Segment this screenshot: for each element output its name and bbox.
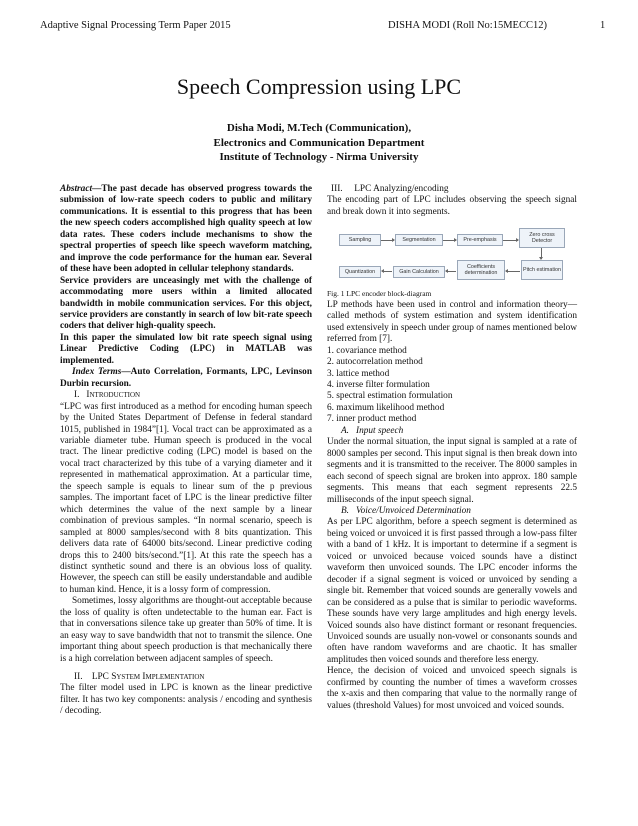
subsection-number: B. — [341, 505, 350, 516]
abstract-paragraph-2: Service providers are unceasingly met with the challenge of accommodating more users within a limited allocated bandwidth in mobile communication services. For this object, service providers are constantly in search of low bit-rate speech coders that deliver high-quality speech. — [60, 275, 312, 332]
section-number: III. — [331, 184, 343, 194]
index-terms-text: —Auto Correlation, Formants, LPC, Levinson Durbin recursion. — [60, 367, 312, 389]
section-number: II. — [74, 672, 83, 683]
arrow — [446, 271, 456, 272]
running-header-left: Adaptive Signal Processing Term Paper 2015 — [40, 20, 231, 31]
subsection-heading-input-speech — [327, 426, 577, 437]
section-title: Introduction — [86, 390, 141, 401]
intro-paragraph-2: Sometimes, lossy algorithms are thought-out acceptable because the loss of quality is often undetectable to the human ear. Fact is that in conversations silence take up greater than 50% of time. It is an easy way to save bandwidth that not to transmit the silence. One important thing about speech production is that mechanically there is a high correlation between adjacent samples of speech. — [60, 596, 312, 664]
subsection-title: Voice/Unvoiced Determination — [356, 505, 471, 516]
block-coefficients-determination: Coefficients determination — [457, 260, 505, 280]
section-number: I. — [74, 390, 80, 401]
encoding-paragraph: The encoding part of LPC includes observing the speech signal and break down it into segments. — [327, 195, 577, 217]
list-item: 7. inner product method — [327, 414, 417, 425]
paper-title: Speech Compression using LPC — [176, 74, 462, 99]
methods-paragraph: LP methods have been used in control and information theory—called methods of system estimation and system identification used extensively in speech under group of names mentioned below referred from [7]. — [327, 299, 577, 345]
methods-list — [327, 346, 577, 426]
page-number: 1 — [600, 20, 606, 31]
block-gain-calculation: Gain Calculation — [393, 266, 445, 278]
abstract-text: —The past decade has observed progress towards the submission of low-rate speech coders to public and military communications. It is essential to this progress that has been the new speech coders accomplished high quality speech at low data rates. These coders include mechanisms to show the spectral properties of speech like speech waveform matching, and improve the code performance for the human ear. Several of these have been adopted in cellular telephony standards. — [60, 184, 312, 275]
voiced-unvoiced-paragraph-1: As per LPC algorithm, before a speech segment is determined as being voiced or unvoiced it is first passed through a low-pass filter with a band of 1 kHz. It is important to determine if a segment is voiced or unvoiced because voiced sounds have a distinct waveform then unvoiced sounds. The LPC encoder informs the decoder if a signal segment is voiced or unvoiced by sending a single bit. Remember that voiced sounds are generally vowels and can be considered as a pulse that is similar to periodic waveforms. These sounds have very large amplitudes and high energy levels. Voiced sounds also have distinct formant or resonant frequencies. Unvoiced sounds are usually non-vowel or consonants sounds and often have random waveforms and are chaotic. It has smaller amplitudes then voiced sounds and therefore less energy. — [327, 517, 577, 665]
arrow — [503, 240, 518, 241]
block-segmentation: Segmentation — [395, 234, 443, 246]
list-item: 1. covariance method — [327, 345, 407, 356]
author-department: Electronics and Communication Department — [213, 137, 425, 149]
section-title: LPC System Implementation — [91, 672, 205, 683]
block-pre-emphasis: Pre-emphasis — [457, 234, 503, 246]
arrow — [443, 240, 456, 241]
subsection-number: A. — [341, 425, 350, 436]
intro-paragraph-1: “LPC was first introduced as a method for encoding human speech by the United States Department of Defense in federal standard 1015, published in 1984”[1]. Vocal tract can be approximated as a variable diameter tube. Human speech is produced in the vocal tract. The linear predictive coding (LPC) model is based on the vocal tract characterized by this tube of a varying diameter and it represented in mathematical approximation. At a particular time, the speech sample is equals to linear sum of the p previous samples. The important facet of LPC is the linear predictive filter which determines the value of the next sample by a linear combination of previous samples. “In normal scenario, speech is sampled at 8000 samples/second with 8 bits quantization. This delivers data rate of 64000 bits/second. Linear predictive coding drops this to 2400 bits/second.”[1]. At this rate the speech has a distinct synthetic sound and there is an obvious loss of quality. However, the speech can still be easily understandable and audible to human kind. Hence, it is a lossy form of compression. — [60, 401, 312, 595]
arrow — [506, 271, 520, 272]
list-item: 5. spectral estimation formulation — [327, 391, 453, 402]
list-item: 6. maximum likelihood method — [327, 402, 445, 413]
list-item: 2. autocorrelation method — [327, 357, 423, 368]
section-title: LPC Analyzing/encoding — [354, 184, 449, 194]
implementation-paragraph: The filter model used in LPC is known as the linear predictive filter. It has two key components: analysis / encoding and synthesis / decoding. — [60, 683, 312, 717]
arrow — [541, 248, 542, 259]
running-header-right: DISHA MODI (Roll No:15MECC12) — [388, 20, 547, 31]
figure-caption: Fig. 1 LPC encoder block-diagram — [327, 289, 432, 299]
left-column — [60, 184, 312, 718]
abstract-label: Abstract — [60, 184, 93, 194]
input-speech-paragraph: Under the normal situation, the input signal is sampled at a rate of 8000 samples per second. This input signal is then break down into segments and it is transmitted to the receiver. The 8000 samples in each second of speech signal are broken into approx. 180 sample segments. This means that each segment represents 22.5 milliseconds of the input speech signal. — [327, 437, 577, 505]
subsection-title: Input speech — [356, 425, 404, 436]
section-heading-implementation — [60, 672, 312, 683]
section-heading-introduction — [60, 390, 312, 401]
block-sampling: Sampling — [339, 234, 381, 246]
subsection-heading-voiced-unvoiced — [327, 506, 577, 517]
list-item: 4. inverse filter formulation — [327, 379, 430, 390]
section-heading-encoding — [327, 184, 577, 195]
list-item: 3. lattice method — [327, 368, 390, 379]
block-zero-cross-detector: Zero cross Detector — [519, 228, 565, 248]
block-quantization: Quantization — [339, 266, 381, 278]
abstract-paragraph-3: In this paper the simulated low bit rate speech signal using Linear Predictive Coding (LPC) in MATLAB was implemented. — [60, 332, 312, 366]
block-pitch-estimation: Pitch estimation — [521, 260, 563, 280]
author-name: Disha Modi, M.Tech (Communication), — [226, 122, 412, 134]
arrow — [382, 271, 392, 272]
author-institute: Institute of Technology - Nirma University — [219, 151, 419, 163]
voiced-unvoiced-paragraph-2: Hence, the decision of voiced and unvoiced speech signals is confirmed by counting the number of times a waveform crosses the x-axis and then comparing that value to the normally range of values (threshold Values) for most unvoiced and voiced sounds. — [327, 666, 577, 711]
lpc-encoder-block-diagram — [327, 222, 577, 286]
arrow — [381, 240, 394, 241]
abstract — [60, 184, 312, 276]
index-terms — [60, 367, 312, 390]
right-column — [327, 184, 577, 712]
index-terms-label: Index Terms — [72, 367, 122, 378]
